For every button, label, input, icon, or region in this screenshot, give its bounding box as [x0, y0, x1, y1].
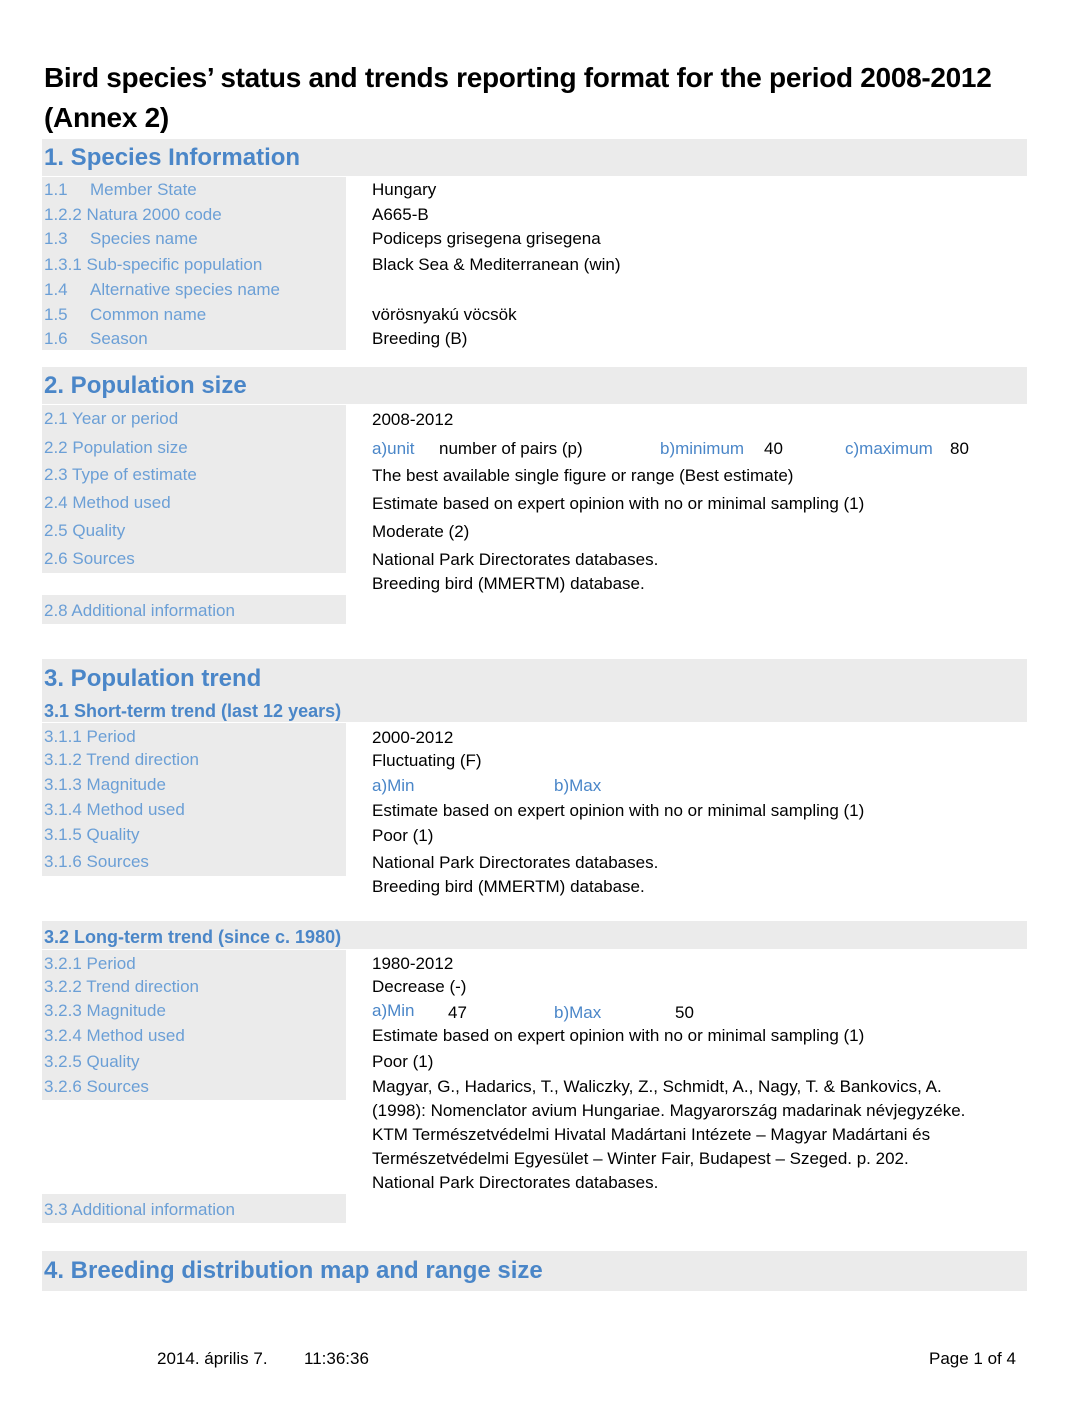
row-label-sources: 2.6 Sources	[44, 549, 135, 568]
row-label-magnitude: 3.1.3 Magnitude	[44, 775, 166, 794]
minimum-value: 40	[764, 439, 783, 458]
row-label-period: 3.1.1 Period	[44, 727, 136, 746]
section-breeding-distribution	[42, 1251, 1027, 1291]
row-label-sources: 3.1.6 Sources	[44, 852, 149, 871]
row-label-method: 2.4 Method used	[44, 493, 171, 512]
row-label-additional-info: 3.3 Additional information	[44, 1200, 235, 1219]
footer-page-number: Page 1 of 4	[929, 1349, 1016, 1368]
long-term-trend-bar	[42, 921, 1027, 949]
sources-line: Breeding bird (MMERTM) database.	[372, 877, 645, 896]
long-max-value: 50	[675, 1003, 694, 1022]
additional-info-label-box	[42, 1194, 346, 1223]
sources-line: Természetvédelmi Egyesület – Winter Fair, Budapest – Szeged. p. 202.	[372, 1149, 909, 1168]
row-label-method: 3.2.4 Method used	[44, 1026, 185, 1045]
unit-label: a)unit	[372, 439, 415, 458]
row-label-species-name: 1.3 Species name	[44, 229, 198, 248]
additional-info-label-box	[42, 595, 346, 624]
long-min-value: 47	[448, 1003, 467, 1022]
section-heading: 1. Species Information	[44, 144, 301, 171]
long-min-label: a)Min	[372, 1001, 415, 1020]
section-population-size	[42, 367, 1027, 404]
row-label-trend-direction: 3.2.2 Trend direction	[44, 977, 199, 996]
unit-value: number of pairs (p)	[439, 439, 583, 458]
long-max-label: b)Max	[554, 1003, 602, 1022]
member-state-value: Hungary	[372, 180, 437, 199]
row-label-period: 3.2.1 Period	[44, 954, 136, 973]
row-label-population-size: 2.2 Population size	[44, 438, 188, 457]
species-name-value: Podiceps grisegena grisegena	[372, 229, 601, 248]
long-term-trend-heading: 3.2 Long-term trend (since c. 1980)	[44, 927, 342, 947]
row-label-year: 2.1 Year or period	[44, 409, 179, 428]
sources-line: Magyar, G., Hadarics, T., Waliczky, Z., Schmidt, A., Nagy, T. & Bankovics, A.	[372, 1077, 942, 1096]
long-quality-value: Poor (1)	[372, 1052, 434, 1071]
sources-line: National Park Directorates databases.	[372, 550, 659, 569]
long-term-label-column	[42, 950, 346, 1100]
row-label-magnitude: 3.2.3 Magnitude	[44, 1001, 166, 1020]
sources-line: (1998): Nomenclator avium Hungariae. Magyarország madarinak névjegyzéke.	[372, 1101, 966, 1120]
row-label-member-state: 1.1 Member State	[44, 180, 197, 199]
sources-line: National Park Directorates databases.	[372, 1173, 659, 1192]
long-method-value: Estimate based on expert opinion with no or minimal sampling (1)	[372, 1026, 865, 1045]
short-direction-value: Fluctuating (F)	[372, 751, 482, 770]
natura-code-value: A665-B	[372, 205, 429, 224]
section-species-information	[42, 139, 1027, 176]
short-quality-value: Poor (1)	[372, 826, 434, 845]
short-max-label: b)Max	[554, 776, 602, 795]
minimum-label: b)minimum	[660, 439, 745, 458]
year-value: 2008-2012	[372, 410, 454, 429]
short-period-value: 2000-2012	[372, 728, 454, 747]
row-label-trend-direction: 3.1.2 Trend direction	[44, 750, 199, 769]
short-term-trend-heading: 3.1 Short-term trend (last 12 years)	[44, 701, 342, 721]
row-label-type-of-estimate: 2.3 Type of estimate	[44, 465, 197, 484]
section-heading: 2. Population size	[44, 372, 247, 399]
row-label-subspecific-population: 1.3.1 Sub-specific population	[44, 255, 263, 274]
population-size-label-column	[42, 405, 346, 573]
method-value: Estimate based on expert opinion with no or minimal sampling (1)	[372, 494, 865, 513]
quality-value: Moderate (2)	[372, 522, 470, 541]
section-population-trend	[42, 659, 1027, 722]
document-title: Bird species’ status and trends reporting format for the period 2008-2012 (Annex 2)	[44, 62, 992, 133]
row-label-additional-info: 2.8 Additional information	[44, 601, 235, 620]
footer-time: 11:36:36	[304, 1349, 369, 1368]
long-direction-value: Decrease (-)	[372, 977, 467, 996]
maximum-label: c)maximum	[845, 439, 933, 458]
sources-line: National Park Directorates databases.	[372, 853, 659, 872]
short-term-label-column	[42, 723, 346, 876]
row-label-sources: 3.2.6 Sources	[44, 1077, 149, 1096]
row-label-quality: 3.1.5 Quality	[44, 825, 140, 844]
row-label-alternative-name: 1.4 Alternative species name	[44, 280, 280, 299]
short-method-value: Estimate based on expert opinion with no or minimal sampling (1)	[372, 801, 865, 820]
row-label-quality: 3.2.5 Quality	[44, 1052, 140, 1071]
row-label-season: 1.6 Season	[44, 329, 148, 348]
subspecific-population-value: Black Sea & Mediterranean (win)	[372, 255, 621, 274]
row-label-quality: 2.5 Quality	[44, 521, 126, 540]
type-of-estimate-value: The best available single figure or range (Best estimate)	[372, 466, 794, 485]
row-label-common-name: 1.5 Common name	[44, 305, 207, 324]
section-heading: 3. Population trend	[44, 665, 262, 692]
row-label-method: 3.1.4 Method used	[44, 800, 185, 819]
common-name-value: vörösnyakú vöcsök	[372, 305, 517, 324]
footer-date: 2014. április 7.	[157, 1349, 268, 1368]
long-period-value: 1980-2012	[372, 954, 454, 973]
row-label-natura-code: 1.2.2 Natura 2000 code	[44, 205, 222, 224]
short-min-label: a)Min	[372, 776, 415, 795]
sources-line: Breeding bird (MMERTM) database.	[372, 574, 645, 593]
section-heading: 4. Breeding distribution map and range size	[44, 1257, 543, 1284]
species-info-label-column	[42, 177, 346, 350]
season-value: Breeding (B)	[372, 329, 468, 348]
maximum-value: 80	[950, 439, 969, 458]
sources-line: KTM Természetvédelmi Hivatal Madártani Intézete – Magyar Madártani és	[372, 1125, 931, 1144]
